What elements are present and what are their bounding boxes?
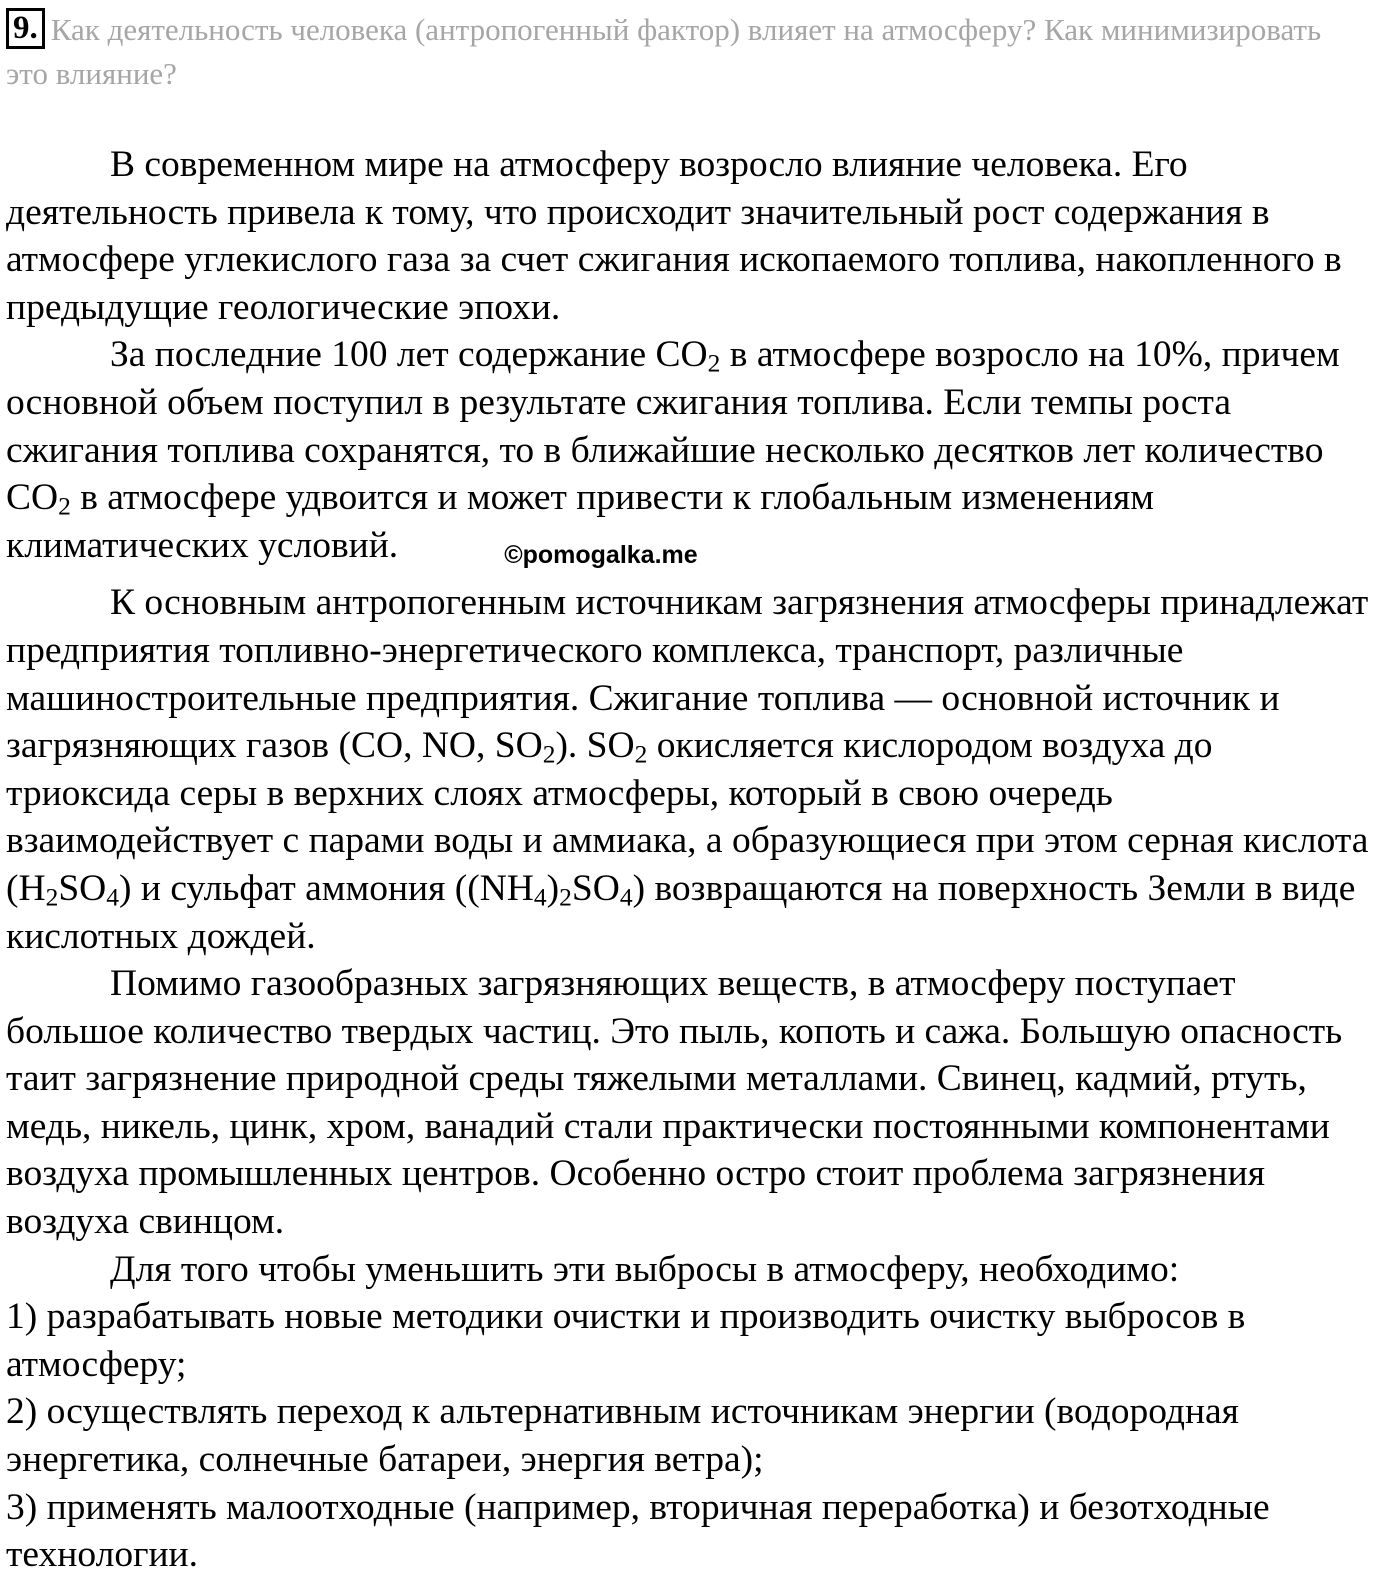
question-header (6, 8, 1366, 96)
subscript: 2 (707, 348, 721, 378)
question-number: 9. (6, 8, 45, 49)
paragraph-3-part: ). SO (555, 725, 635, 767)
paragraph-3 (6, 579, 1378, 960)
question-text: Как деятельность человека (антропогенный фактор) влияет на атмосферу? Как минимизировать это влияние? (6, 12, 1322, 91)
subscript: 2 (58, 491, 71, 521)
paragraph-2-part: в атмосфере возросло на 10%, причем основной объем поступил в результате сжигания топлива. Если темпы роста сжигания топлива сохранятся, то в ближайшие несколько десятков лет количество CO (6, 334, 1340, 519)
subscript: 4 (533, 882, 547, 912)
paragraph-2-part: За последние 100 лет содержание CO (110, 334, 708, 376)
subscript: 4 (619, 882, 633, 912)
paragraph-3-part: ) и сульфат аммония ((NH (119, 867, 534, 909)
subscript: 2 (634, 739, 648, 769)
paragraph-5: Для того чтобы уменьшить эти выбросы в атмосферу, необходимо: (110, 1248, 1180, 1290)
watermark: ©pomogalka.me (504, 540, 698, 569)
list-item-1: 1) разрабатывать новые методики очистки и производить очистку выбросов в атмосферу; (6, 1296, 1246, 1385)
paragraph-3-part: SO (58, 867, 107, 909)
list-item-3: 3) применять малоотходные (например, вторичная переработка) и безотходные технологии. (6, 1486, 1270, 1576)
paragraph-2-part: в атмосфере удвоится и может привести к глобальным изменениям климатических условий. (6, 477, 1155, 566)
subscript: 2 (45, 882, 59, 912)
answer-text (6, 141, 1378, 1579)
paragraph-3-part: ) возвращаются на поверхность Земли в виде кислотных дождей. (6, 867, 1356, 957)
paragraph-3-part: SO (571, 867, 620, 909)
paragraph-2 (6, 331, 1378, 579)
paragraph-3-part: К основным антропогенным источникам загрязнения атмосферы принадлежат предприятия топливно-энергетического комплекса, транспорт, различные машиностроительные предприятия. Сжигание топлива — основной источник и загрязняющих газов (CO, NO, SO (6, 582, 1369, 767)
subscript: 2 (559, 882, 572, 912)
list-item-2: 2) осуществлять переход к альтернативным источникам энергии (водородная энергетика, солнечные батареи, энергия ветра); (6, 1391, 1239, 1481)
paragraph-3-part: ) (546, 867, 560, 909)
subscript: 4 (106, 882, 120, 912)
paragraph-1: В современном мире на атмосферу возросло влияние человека. Его деятельность привела к тому, что происходит значительный рост содержания в атмосфере углекислого газа за счет сжигания ископаемого топлива, накопленного в предыдущие геологические эпохи. (6, 144, 1342, 328)
paragraph-3-part: окисляется кислородом воздуха до триоксида серы в верхних слоях атмосферы, который в свою очередь взаимодействует с парами воды и аммиака, а образующиеся при этом серная кислота (H (6, 725, 1369, 909)
paragraph-4: Помимо газообразных загрязняющих веществ, в атмосферу поступает большое количество твердых частиц. Это пыль, копоть и сажа. Большую опасность таит загрязнение природной среды тяжелыми металлами. Свинец, кадмий, ртуть, медь, никель, цинк, хром, ванадий стали практически постоянными компонентами воздуха промышленных центров. Особенно остро стоит проблема загрязнения воздуха свинцом. (6, 963, 1343, 1243)
subscript: 2 (542, 739, 556, 769)
